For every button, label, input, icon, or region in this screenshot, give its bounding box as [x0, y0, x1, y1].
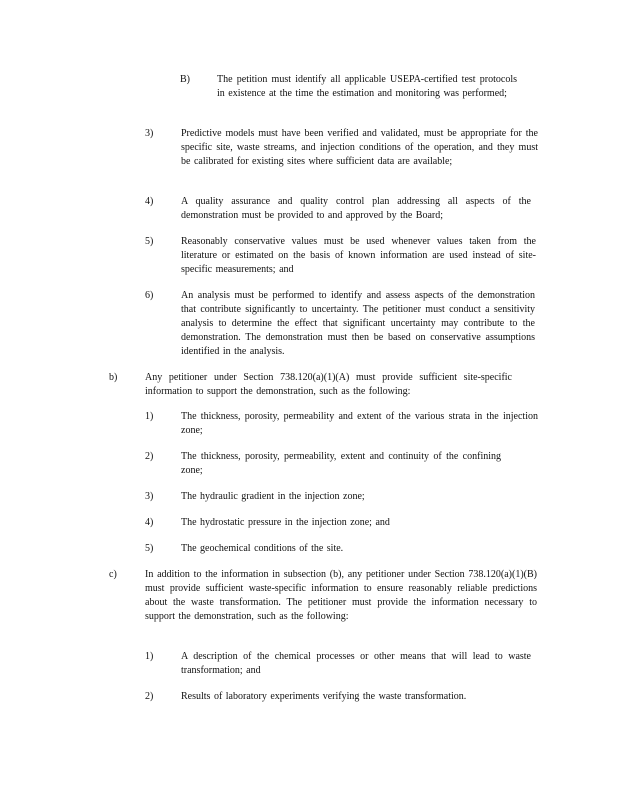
clause-text: The thickness, porosity, permeability and extent of the various strata in the injection zone; [181, 411, 538, 436]
clause-text: A description of the chemical processes or other means that will lead to waste transformation; and [181, 651, 531, 676]
clause-label: 2) [145, 691, 154, 702]
clause-label: 3) [145, 128, 154, 139]
clause-text: An analysis must be performed to identify and assess aspects of the demonstration that contribute significantly to uncertainty. The petitioner must conduct a sensitivity analysis to determine the effect that significant uncertainty may contribute to the demonstration. The demonstration must then be based on conservative assumptions identified in the analysis. [181, 290, 535, 357]
clause-label: 5) [145, 236, 154, 247]
clause-text: Results of laboratory experiments verifying the waste transformation. [181, 691, 467, 702]
clause-text: The hydrostatic pressure in the injection zone; and [181, 517, 390, 528]
clause-label: 1) [145, 411, 154, 422]
clause-label: B) [180, 74, 190, 85]
clause-label: 4) [145, 517, 154, 528]
clause-text: The petition must identify all applicable USEPA-certified test protocols in existence at the time the estimation and monitoring was performed; [217, 74, 517, 99]
clause-label: 1) [145, 651, 154, 662]
clause-label: 5) [145, 543, 154, 554]
clause-label: 2) [145, 451, 154, 462]
clause-text: Reasonably conservative values must be used whenever values taken from the literature or estimated on the basis of known information are used instead of site-specific measurements; and [181, 236, 536, 275]
clause-text: A quality assurance and quality control plan addressing all aspects of the demonstration must be provided to and approved by the Board; [181, 196, 531, 221]
clause-label: 4) [145, 196, 154, 207]
clause-label: 6) [145, 290, 154, 301]
clause-text: Any petitioner under Section 738.120(a)(1)(A) must provide sufficient site-specific information to support the demonstration, such as the following: [145, 372, 512, 397]
clause-text: The geochemical conditions of the site. [181, 543, 344, 554]
clause-label: b) [109, 372, 118, 383]
clause-label: 3) [145, 491, 154, 502]
clause-text: In addition to the information in subsection (b), any petitioner under Section 738.120(a)(1)(B) must provide sufficient waste-specific information to ensure reasonably reliable predictions about the waste transformation. The petitioner must provide the information necessary to support the demonstration, such as the following: [145, 569, 537, 622]
clause-text: The hydraulic gradient in the injection zone; [181, 491, 365, 502]
clause-text: The thickness, porosity, permeability, extent and continuity of the confining zone; [181, 451, 501, 476]
clause-text: Predictive models must have been verified and validated, must be appropriate for the specific site, waste streams, and injection conditions of the operation, and they must be calibrated for existing sites where sufficient data are available; [181, 128, 538, 167]
clause-label: c) [109, 569, 117, 580]
